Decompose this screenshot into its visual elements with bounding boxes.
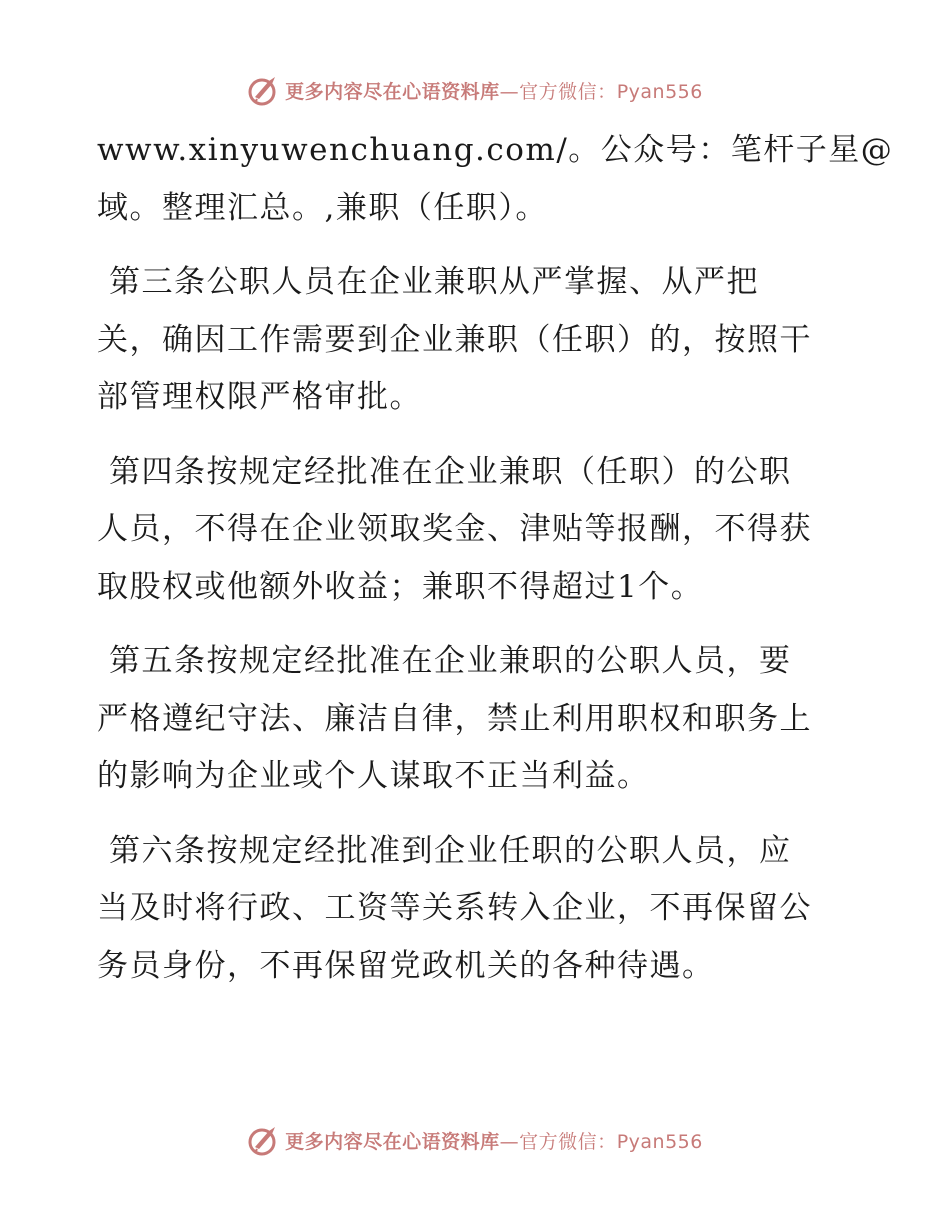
paragraph-1 bbox=[97, 122, 894, 237]
banner-separator: — bbox=[499, 80, 520, 103]
text-line: 第六条按规定经批准到企业任职的公职人员，应 bbox=[109, 832, 792, 869]
paragraph-article-6 bbox=[97, 823, 857, 996]
text-line: 的影响为企业或个人谋取不正当利益。 bbox=[97, 758, 650, 794]
text-line: 严格遵纪守法、廉洁自律，禁止利用职权和职务上 bbox=[97, 700, 812, 737]
text-line: 第三条公职人员在企业兼职从严掌握、从严把 bbox=[109, 264, 759, 300]
banner-wechat-id: Pyan556 bbox=[616, 80, 703, 103]
banner-wechat-label: 官方微信： bbox=[519, 80, 617, 103]
banner-separator: — bbox=[499, 1130, 520, 1153]
banner-site-text: 更多内容尽在心语资料库 bbox=[285, 80, 500, 103]
text-line: 关，确因工作需要到企业兼职（任职）的，按照干 bbox=[97, 321, 812, 358]
banner-wechat-id: Pyan556 bbox=[616, 1130, 703, 1153]
text-line: www.xinyuwenchuang.com/。公众号：笔杆子星@ bbox=[97, 132, 894, 168]
banner-text bbox=[285, 1127, 703, 1154]
banner-text bbox=[285, 77, 703, 104]
banner-site-text: 更多内容尽在心语资料库 bbox=[285, 1130, 500, 1153]
banner-wechat-label: 官方微信： bbox=[519, 1130, 617, 1153]
quill-pen-logo-icon bbox=[247, 1123, 281, 1157]
paragraph-article-5 bbox=[97, 633, 857, 806]
footer-banner bbox=[0, 1120, 950, 1160]
text-line: 第五条按规定经批准在企业兼职的公职人员，要 bbox=[109, 643, 792, 679]
text-line: 第四条按规定经批准在企业兼职（任职）的公职 bbox=[109, 453, 792, 490]
text-line: 人员，不得在企业领取奖金、津贴等报酬，不得获 bbox=[97, 511, 812, 547]
text-line: 务员身份，不再保留党政机关的各种待遇。 bbox=[97, 947, 715, 984]
text-line: 取股权或他额外收益；兼职不得超过1个。 bbox=[97, 568, 704, 605]
quill-pen-logo-icon bbox=[247, 73, 281, 107]
header-banner bbox=[0, 70, 950, 110]
text-line: 域。整理汇总。,兼职（任职）。 bbox=[97, 189, 548, 226]
document-body bbox=[97, 122, 894, 1012]
text-line: 当及时将行政、工资等关系转入企业，不再保留公 bbox=[97, 890, 812, 926]
paragraph-article-3 bbox=[97, 254, 857, 427]
paragraph-article-4 bbox=[97, 444, 857, 617]
text-line: 部管理权限严格审批。 bbox=[97, 379, 422, 415]
